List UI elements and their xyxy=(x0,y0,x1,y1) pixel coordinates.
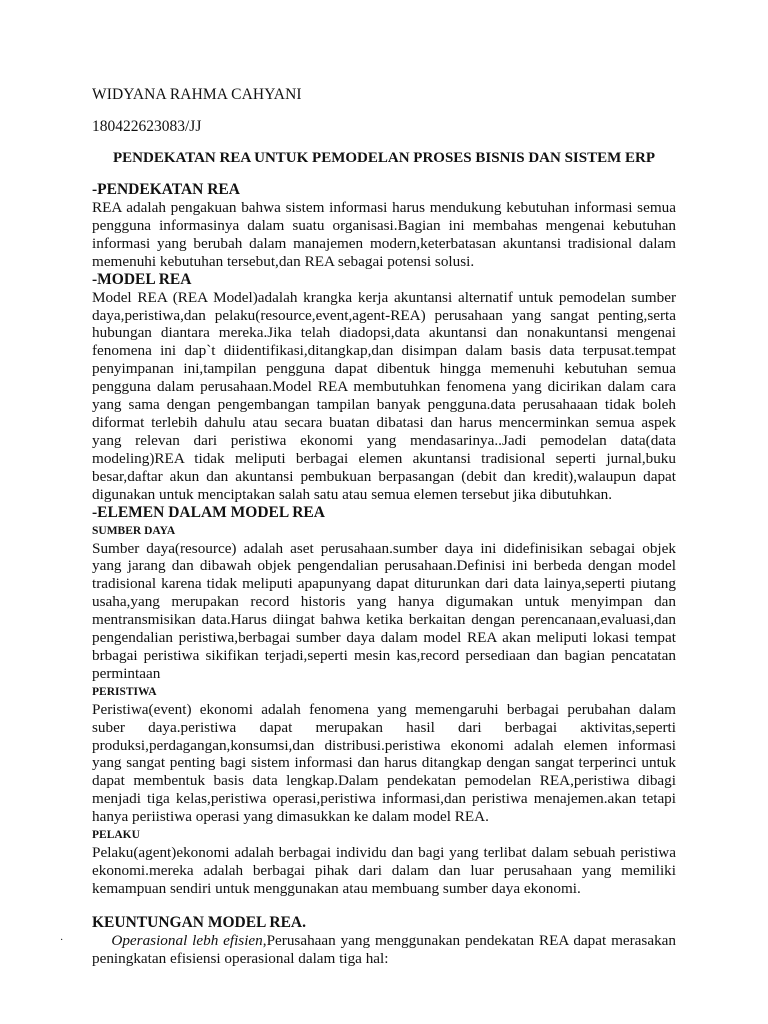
section-heading-pendekatan: -PENDEKATAN REA xyxy=(92,181,240,198)
paragraph-pelaku: Pelaku(agent)ekonomi adalah berbagai individu dan bagi yang terlibat dalam sebuah peristiwa ekonomi.mereka adalah berbagai pihak dari dalam dan luar perusahaan yang memiliki kemampuan sendiri untuk menggunakan atau membuang sumber daya ekonomi. xyxy=(92,844,676,897)
section-heading-model: -MODEL REA xyxy=(92,270,192,288)
document-body xyxy=(60,181,677,968)
bullet-icon: · xyxy=(60,934,64,946)
list-item-operasional xyxy=(60,931,677,968)
subheading-sumber-daya: SUMBER DAYA xyxy=(92,524,176,537)
student-id: 180422623083/JJ xyxy=(92,118,202,135)
list-item-term: Operasional lebh efisien xyxy=(111,931,263,949)
spacer xyxy=(92,898,676,914)
subheading-pelaku: PELAKU xyxy=(92,829,140,842)
paragraph-pendekatan: REA adalah pengakuan bahwa sistem informasi harus mendukung kebutuhan informasi semua pengguna informasinya dalam suatu organisasi.Bagian ini membahas mengenai kebutuhan informasi yang berubah dalam manajemen modern,keterbatasan akuntansi tradisional dalam memenuhi kebutuhan tersebut,dan REA sebagai potensi solusi. xyxy=(92,199,676,270)
section-heading-keuntungan: KEUNTUNGAN MODEL REA. xyxy=(92,913,307,931)
section-heading-elemen: -ELEMEN DALAM MODEL REA xyxy=(92,503,325,521)
list-item-text: ,Perusahaan yang menggunakan pendekatan REA dapat merasakan peningkatan efisiensi operasional dalam tiga hal: xyxy=(92,931,677,967)
paragraph-peristiwa: Peristiwa(event) ekonomi adalah fenomena yang memengaruhi berbagai perubahan dalam suber daya.peristiwa dapat merupakan hasil dari berbagai aktivitas,seperti produksi,perdagangan,konsumsi,dan distribusi.peristiwa ekonomi adalah elemen informasi yang sangat penting bagi sistem informasi dan harus ditangkap dengan sangat terperinci untuk dapat membentuk basis data lengkap.Dalam pendekatan pemodelan REA,peristiwa dibagi menjadi tiga kelas,peristiwa operasi,peristiwa informasi,dan peristiwa menajemen.akan tetapi hanya periistiwa operasi yang dimasukkan ke dalam model REA. xyxy=(92,700,676,826)
paragraph-sumber-daya: Sumber daya(resource) adalah aset perusahaan.sumber daya ini didefinisikan sebagai objek yang jarang dan dibawah objek pengendalian perusahaan.Definisi ini berbeda dengan model tradisional karena tidak meliputi apapunyang dapat diturunkan dari data lainya,seperti piutang usaha,yang merupakan record historis yang hanya digumakan untuk menyimpan dan mentransmisikan data.Harus diingat bahwa ketika berkaitan dengan perencanaan,evaluasi,dan pengendalian peristiwa,berbagai sumber daya dalam model REA akan meliputi lokasi tempat brbagai peristiwa sikifikan terjadi,seperti mesin kas,record persediaan dan bagian pencatatan permintaan xyxy=(92,539,676,682)
document-title: PENDEKATAN REA UNTUK PEMODELAN PROSES BISNIS DAN SISTEM ERP xyxy=(112,150,656,166)
author-name: WIDYANA RAHMA CAHYANI xyxy=(92,86,302,103)
paragraph-model: Model REA (REA Model)adalah krangka kerja akuntansi alternatif untuk pemodelan sumber daya,peristiwa,dan pelaku(resource,event,agent-REA) perusahaan yang sangat penting,serta hubungan diantara mereka.Jika telah diadopsi,data akuntansi dan nonakuntansi mengenai fenomena ini dap`t diidentifikasi,ditangkap,dan disimpan dalam basis data terpusat.tempat penyimpanan ini,tampilan pengguna dapat dibentuk hingga memenuhi kebutuhan semua pengguna dalam perusahaan.Model REA membutuhkan fenomena yang dicirikan dalam cara yang sama dengan pengembangan tampilan banyak pengguna.data perusahaaan tidak boleh diformat terlebih dahulu atau secara buatan dibatasi dan harus mencerminkan semua aspek yang relevan dari peristiwa ekonomi yang mendasarinya..Jadi pemodelan data(data modeling)REA tidak meliputi berbagai elemen akuntansi tradisional seperti jurnal,buku besar,daftar akun dan akuntansi pembukuan berpasangan (debit dan kredit),walaupun dapat digunakan untuk menciptakan salah satu atau semua elemen tersebut jika dibutuhkan. xyxy=(92,288,676,503)
subheading-peristiwa: PERISTIWA xyxy=(92,685,157,698)
